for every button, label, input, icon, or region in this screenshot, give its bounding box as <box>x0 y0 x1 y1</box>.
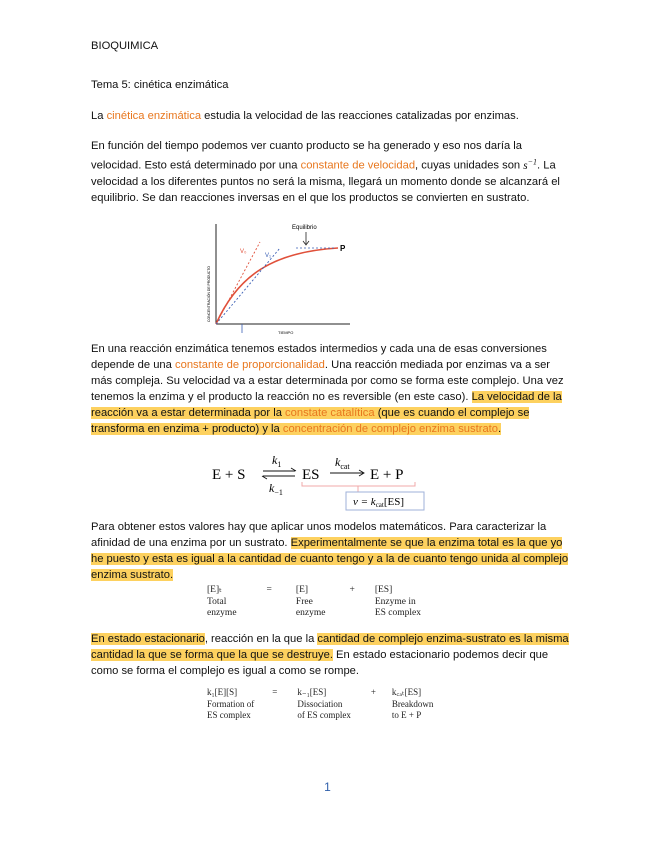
cell: k꜀ₐₜ[ES] <box>391 687 422 697</box>
term-proporcionalidad: constante de proporcionalidad <box>175 359 325 371</box>
cell: to E + P <box>391 710 422 720</box>
equation-row <box>207 699 443 711</box>
y-axis-label: CONCENTRACIÓN DE PRODUCTO <box>207 266 211 322</box>
highlight: La velocidad de la reacción va a estar determinada por la <box>91 391 562 419</box>
reactants: E + S <box>212 467 246 483</box>
v0-tangent <box>216 242 260 324</box>
highlight: En estado estacionario <box>91 633 205 645</box>
term-constante-catalitica: constate catalítica <box>285 407 375 419</box>
v1-tangent <box>216 248 280 324</box>
cell: Free <box>295 596 313 607</box>
v1-label: V₁ <box>265 253 272 259</box>
cell <box>264 710 287 722</box>
paragraph-velocidad <box>91 138 569 206</box>
product-time-chart <box>198 220 356 336</box>
reverse-harpoon-icon <box>262 476 267 479</box>
text: . La velocidad a los diferentes puntos no será la misma, llegará un momento donde se alcanzará el equilibrio. Se dan reacciones inversas en el que los productos se convierten en sustrato. <box>91 159 560 204</box>
paragraph-reaccion <box>91 341 569 437</box>
cell: Breakdown <box>391 698 434 709</box>
cell: [E]ₜ <box>207 585 222 595</box>
unit-base: s <box>523 159 528 172</box>
cell: [E] <box>295 585 309 595</box>
cell: [ES] <box>374 585 393 595</box>
k1-label: $k_1$ <box>272 453 282 469</box>
text: En estado estacionario podemos decir que como se forma el complejo es igual a como se rompe. <box>91 649 549 677</box>
equation-row <box>207 687 443 699</box>
section-title: Tema 5: cinética enzimática <box>91 79 229 91</box>
products: E + P <box>370 467 404 483</box>
kcat-label: $k_{cat}$ <box>335 455 350 471</box>
unit-exponent: −1 <box>527 157 538 166</box>
highlight: cantidad de complejo enzima-sustrato es la misma cantidad la que se forma que la que se destruye. <box>91 633 569 661</box>
product-curve <box>216 248 338 324</box>
cell: k₁[E][S] <box>207 687 238 697</box>
equilibrium-label: Equilibrio <box>292 225 317 231</box>
highlight: (que es cuando el complejo se transforma en enzima + producto) y la <box>91 407 530 435</box>
cell <box>361 710 386 722</box>
cell: enzyme <box>295 608 326 618</box>
paragraph-intro <box>91 108 569 124</box>
k-minus1-label: $k_{-1}$ <box>269 481 283 497</box>
term-complejo: concentración de complejo enzima sustrato <box>282 423 499 435</box>
cell <box>361 699 386 711</box>
cell: + <box>349 585 355 595</box>
cell: = <box>266 585 272 595</box>
cell: ES complex <box>207 710 251 720</box>
cell: ES complex <box>374 608 421 618</box>
forward-harpoon-icon <box>291 468 296 471</box>
document-header: BIOQUIMICA <box>91 40 159 52</box>
equation-row <box>207 608 431 620</box>
text: Para obtener estos valores hay que aplicar unos modelos matemáticos. Para caracterizar la afinidad de una enzima por un sustrato. <box>91 521 547 549</box>
cell <box>335 597 364 609</box>
es-complex: ES <box>302 467 320 483</box>
term-cinetica: cinética enzimática <box>106 110 202 122</box>
cell: = <box>272 687 278 697</box>
rate-law: v = kcat[ES] <box>353 496 405 509</box>
cell: Dissociation <box>297 698 343 709</box>
steady-state-equation <box>207 687 443 722</box>
text: , cuyas unidades son <box>415 159 524 172</box>
equation-row <box>207 585 431 597</box>
text: En una reacción enzimática tenemos estados intermedios y cada una de esas conversiones depende de una <box>91 343 547 371</box>
highlight: . <box>498 423 502 435</box>
cell: Enzyme in <box>374 596 416 607</box>
text: estudia la velocidad de las reacciones catalizadas por enzimas. <box>201 110 519 122</box>
total-enzyme-equation <box>207 585 431 620</box>
cell <box>247 597 282 609</box>
x-axis-label: TIEMPO <box>278 330 294 335</box>
cell <box>247 608 282 620</box>
text: . Una reacción mediada por enzimas va a ser más compleja. Su velocidad va a estar determinada por como se forma este complejo. Una vez tenemos la enzima y el producto la reacción no es reversible (en este caso). <box>91 359 564 403</box>
paragraph-estacionario <box>91 631 569 679</box>
text: La <box>91 110 107 122</box>
text: En función del tiempo podemos ver cuanto producto se ha generado y eso nos daría la velocidad. Esto está determinado por una <box>91 140 522 172</box>
equation-row <box>207 710 443 722</box>
unit-math <box>523 157 538 172</box>
cell <box>264 699 287 711</box>
cell: + <box>370 687 376 697</box>
cell: Formation of <box>207 698 255 709</box>
equation-row <box>207 597 431 609</box>
cell: enzyme <box>207 608 237 618</box>
cell: k₋₁[ES] <box>297 687 327 697</box>
paragraph-modelos <box>91 519 569 583</box>
reaction-scheme <box>195 450 455 516</box>
highlight: Experimentalmente se que la enzima total es la que yo he puesto y esta es igual a la cantidad de cuanto tengo y a la de cuanto tengo unida al complejo enzima sustrato. <box>91 537 569 581</box>
page-number: 1 <box>324 780 331 794</box>
cell <box>335 608 364 620</box>
cell: Total <box>207 596 227 607</box>
text: , reacción en la que la <box>204 633 318 645</box>
v0-label: V₀ <box>240 249 247 255</box>
p-label: P <box>340 244 346 253</box>
term-constante-velocidad: constante de velocidad <box>300 159 416 172</box>
cell: of ES complex <box>297 710 351 720</box>
